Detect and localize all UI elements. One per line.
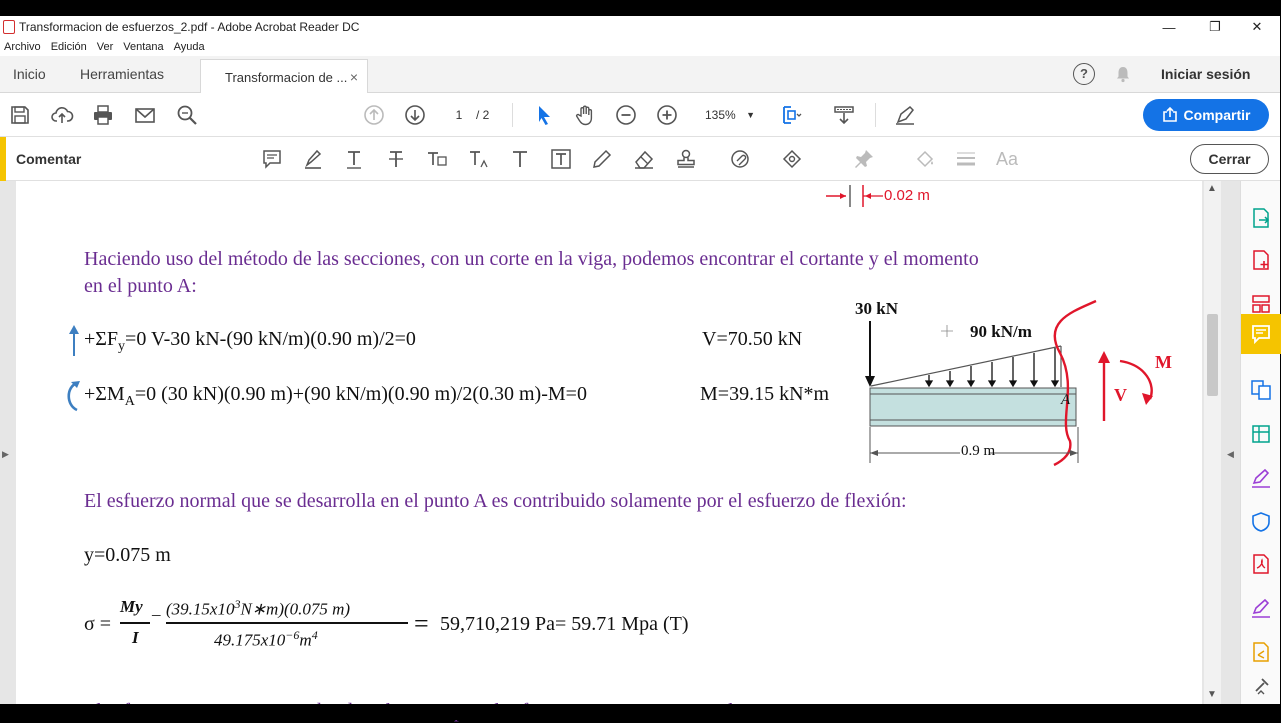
pencil-draw-icon[interactable]: [591, 148, 613, 170]
dimension-marker-icon: [824, 185, 884, 213]
distributed-load-label: 90 kN/m: [970, 322, 1032, 341]
replace-text-icon[interactable]: [426, 148, 448, 170]
stamp-icon[interactable]: [675, 148, 697, 170]
create-pdf-icon[interactable]: [1250, 249, 1272, 271]
numerator-rest: N∗m)(0.075 m): [240, 599, 351, 619]
eq1-rhs: =0 V-30 kN-(90 kN/m)(0.90 m)/2=0: [125, 328, 416, 350]
highlight-icon[interactable]: [302, 148, 324, 170]
menu-edicion[interactable]: Edición: [50, 41, 87, 53]
menu-ver[interactable]: Ver: [96, 41, 114, 53]
page-total: / 2: [476, 108, 490, 122]
help-icon[interactable]: ?: [1073, 63, 1095, 85]
protect-shield-icon[interactable]: [1250, 511, 1272, 533]
fraction-my-numerator: My: [120, 597, 143, 616]
tab-tools[interactable]: Herramientas: [80, 66, 165, 82]
menu-ventana[interactable]: Ventana: [123, 41, 164, 53]
normal-stress-intro: El esfuerzo normal que se desarrolla en el punto A es contribuido solamente por el esfuerzo de flexión:: [84, 490, 907, 512]
intro-text-line2: en el punto A:: [84, 275, 197, 297]
scrollbar-thumb[interactable]: [1207, 314, 1218, 396]
tools-side-panel: [1240, 181, 1280, 704]
acrobat-window: [0, 16, 1280, 704]
export-pdf-icon[interactable]: [1250, 207, 1272, 229]
numerator-part: (39.15x10: [166, 599, 235, 619]
vertical-scrollbar[interactable]: [1204, 181, 1221, 704]
share-button[interactable]: [1143, 99, 1269, 131]
divider: [875, 103, 876, 127]
shear-result: V=70.50 kN: [702, 328, 803, 350]
share-file-icon[interactable]: [1250, 641, 1272, 663]
sign-pen-icon[interactable]: [894, 104, 916, 126]
eq1-lhs: +ΣF: [84, 328, 119, 350]
fill-sign-icon[interactable]: [1250, 467, 1272, 489]
menu-ayuda[interactable]: Ayuda: [173, 41, 205, 53]
next-page-icon[interactable]: [404, 104, 426, 126]
zoom-out-icon[interactable]: [615, 104, 637, 126]
eraser-icon[interactable]: [633, 148, 655, 170]
divider: [512, 103, 513, 127]
menu-archivo[interactable]: Archivo: [4, 41, 41, 53]
underline-text-icon[interactable]: [343, 148, 365, 170]
numerator-exponent: 3: [234, 597, 241, 611]
hand-tool-icon[interactable]: [574, 104, 596, 126]
sum-moments-equation: [84, 383, 587, 410]
screen-bottom-edge: [0, 704, 1280, 720]
beam-length-label: 0.9 m: [961, 443, 996, 459]
pdf-file-icon[interactable]: [1250, 553, 1272, 575]
notification-bell-icon[interactable]: [1114, 65, 1132, 83]
eq1-subscript: y: [118, 339, 126, 354]
organize-pages-icon[interactable]: [1250, 293, 1272, 315]
scroll-up-icon[interactable]: ▲: [1207, 183, 1217, 194]
excel-export-icon[interactable]: [1250, 423, 1272, 445]
previous-page-icon[interactable]: [363, 104, 385, 126]
point-load-label: 30 kN: [855, 299, 898, 318]
fraction-numeric-denominator: [214, 628, 318, 651]
shear-arrow-label: V: [1114, 385, 1127, 405]
fraction-dash: _: [152, 599, 161, 618]
eq2-subscript: A: [124, 394, 135, 409]
comment-tool-icon[interactable]: [1250, 323, 1272, 345]
scroll-mode-icon[interactable]: [833, 104, 855, 126]
tab-document-label: Transformacion de ...: [225, 69, 348, 85]
chevron-down-icon: ▼: [746, 110, 755, 120]
comment-toolbar: [0, 137, 1280, 181]
dimension-note: 0.02 m: [884, 187, 930, 204]
denominator-exponent: −6: [285, 628, 300, 642]
text-box-icon[interactable]: [550, 148, 572, 170]
title-bar: [0, 16, 1280, 38]
intro-text-line1: Haciendo uso del método de las secciones, con un corte en la viga, podemos encontrar el cortante y el momento: [84, 248, 979, 270]
moment-result: M=39.15 kN*m: [700, 383, 830, 405]
page-number-input[interactable]: 1: [455, 108, 463, 122]
fraction-bar: [120, 622, 150, 624]
shapes-icon[interactable]: [781, 148, 803, 170]
more-tools-icon[interactable]: [1250, 675, 1272, 697]
convert-icon[interactable]: [1250, 379, 1272, 401]
close-window-button[interactable]: ✕: [1251, 19, 1263, 34]
minimize-button[interactable]: —: [1162, 19, 1176, 35]
sigma-symbol: σ =: [84, 613, 112, 635]
point-a-label: A: [1061, 392, 1071, 408]
tab-home[interactable]: Inicio: [13, 66, 46, 82]
fraction-i-denominator: I: [132, 628, 139, 647]
main-toolbar: [0, 93, 1280, 137]
moment-arrow-label: M: [1155, 352, 1172, 372]
up-arrow-icon: [68, 325, 80, 357]
denominator-part: 49.175x10: [214, 630, 286, 650]
strikethrough-icon[interactable]: [385, 148, 407, 170]
tab-bar: [0, 56, 1280, 93]
tab-document[interactable]: [200, 59, 368, 94]
share-icon: [1162, 107, 1178, 123]
sum-forces-equation: [84, 328, 416, 355]
comment-accent-bar: [0, 137, 6, 181]
tab-close-button[interactable]: ×: [349, 69, 358, 85]
email-icon[interactable]: [134, 104, 156, 126]
select-cursor-icon[interactable]: [533, 104, 555, 126]
close-comment-button[interactable]: Cerrar: [1190, 144, 1269, 174]
upload-cloud-icon[interactable]: [51, 104, 73, 126]
line-weight-icon: [955, 148, 977, 170]
collapse-right-panel-icon[interactable]: ◀: [1227, 449, 1234, 459]
collapse-left-panel-icon[interactable]: ▶: [2, 449, 9, 459]
page-fit-icon[interactable]: [780, 104, 802, 126]
pdf-page: [16, 181, 1202, 704]
restore-button[interactable]: ❐: [1209, 19, 1221, 34]
sigma-result: 59,710,219 Pa= 59.71 Mpa (T): [440, 613, 689, 635]
pin-icon: [853, 148, 875, 170]
add-text-icon[interactable]: [509, 148, 531, 170]
comment-mode-label: Comentar: [16, 151, 82, 167]
fill-color-icon: [914, 148, 936, 170]
insert-text-icon[interactable]: [468, 148, 490, 170]
share-label: Compartir: [1183, 107, 1251, 123]
zoom-dropdown[interactable]: [697, 103, 761, 127]
eq2-rhs: =0 (30 kN)(0.90 m)+(90 kN/m)(0.90 m)/2(0.30 m)-M=0: [134, 383, 587, 405]
zoom-in-icon[interactable]: [656, 104, 678, 126]
sticky-note-icon[interactable]: [261, 148, 283, 170]
fraction-bar: [166, 622, 408, 624]
save-icon[interactable]: [9, 104, 31, 126]
window-title: Transformacion de esfuerzos_2.pdf - Adobe Acrobat Reader DC: [19, 20, 360, 34]
zoom-value: 135%: [705, 108, 736, 122]
equals-sign: =: [414, 609, 429, 638]
menu-bar: [0, 38, 211, 56]
moment-arrow-icon: [62, 379, 82, 415]
y-distance: y=0.075 m: [84, 544, 171, 566]
document-view[interactable]: [0, 181, 1240, 704]
scroll-down-icon[interactable]: ▼: [1207, 689, 1217, 700]
denominator-unit: m: [299, 630, 312, 650]
fraction-numeric-numerator: [166, 597, 350, 620]
font-size-icon: Aa: [996, 149, 1019, 169]
acrobat-logo-icon: [3, 20, 15, 34]
signin-link[interactable]: Iniciar sesión: [1161, 66, 1251, 82]
print-icon[interactable]: [92, 104, 114, 126]
search-icon[interactable]: [176, 104, 198, 126]
attach-file-icon[interactable]: [729, 148, 751, 170]
send-for-signature-icon[interactable]: [1250, 597, 1272, 619]
eq2-lhs: +ΣM: [84, 383, 125, 405]
denominator-unit-exponent: 4: [311, 628, 318, 642]
